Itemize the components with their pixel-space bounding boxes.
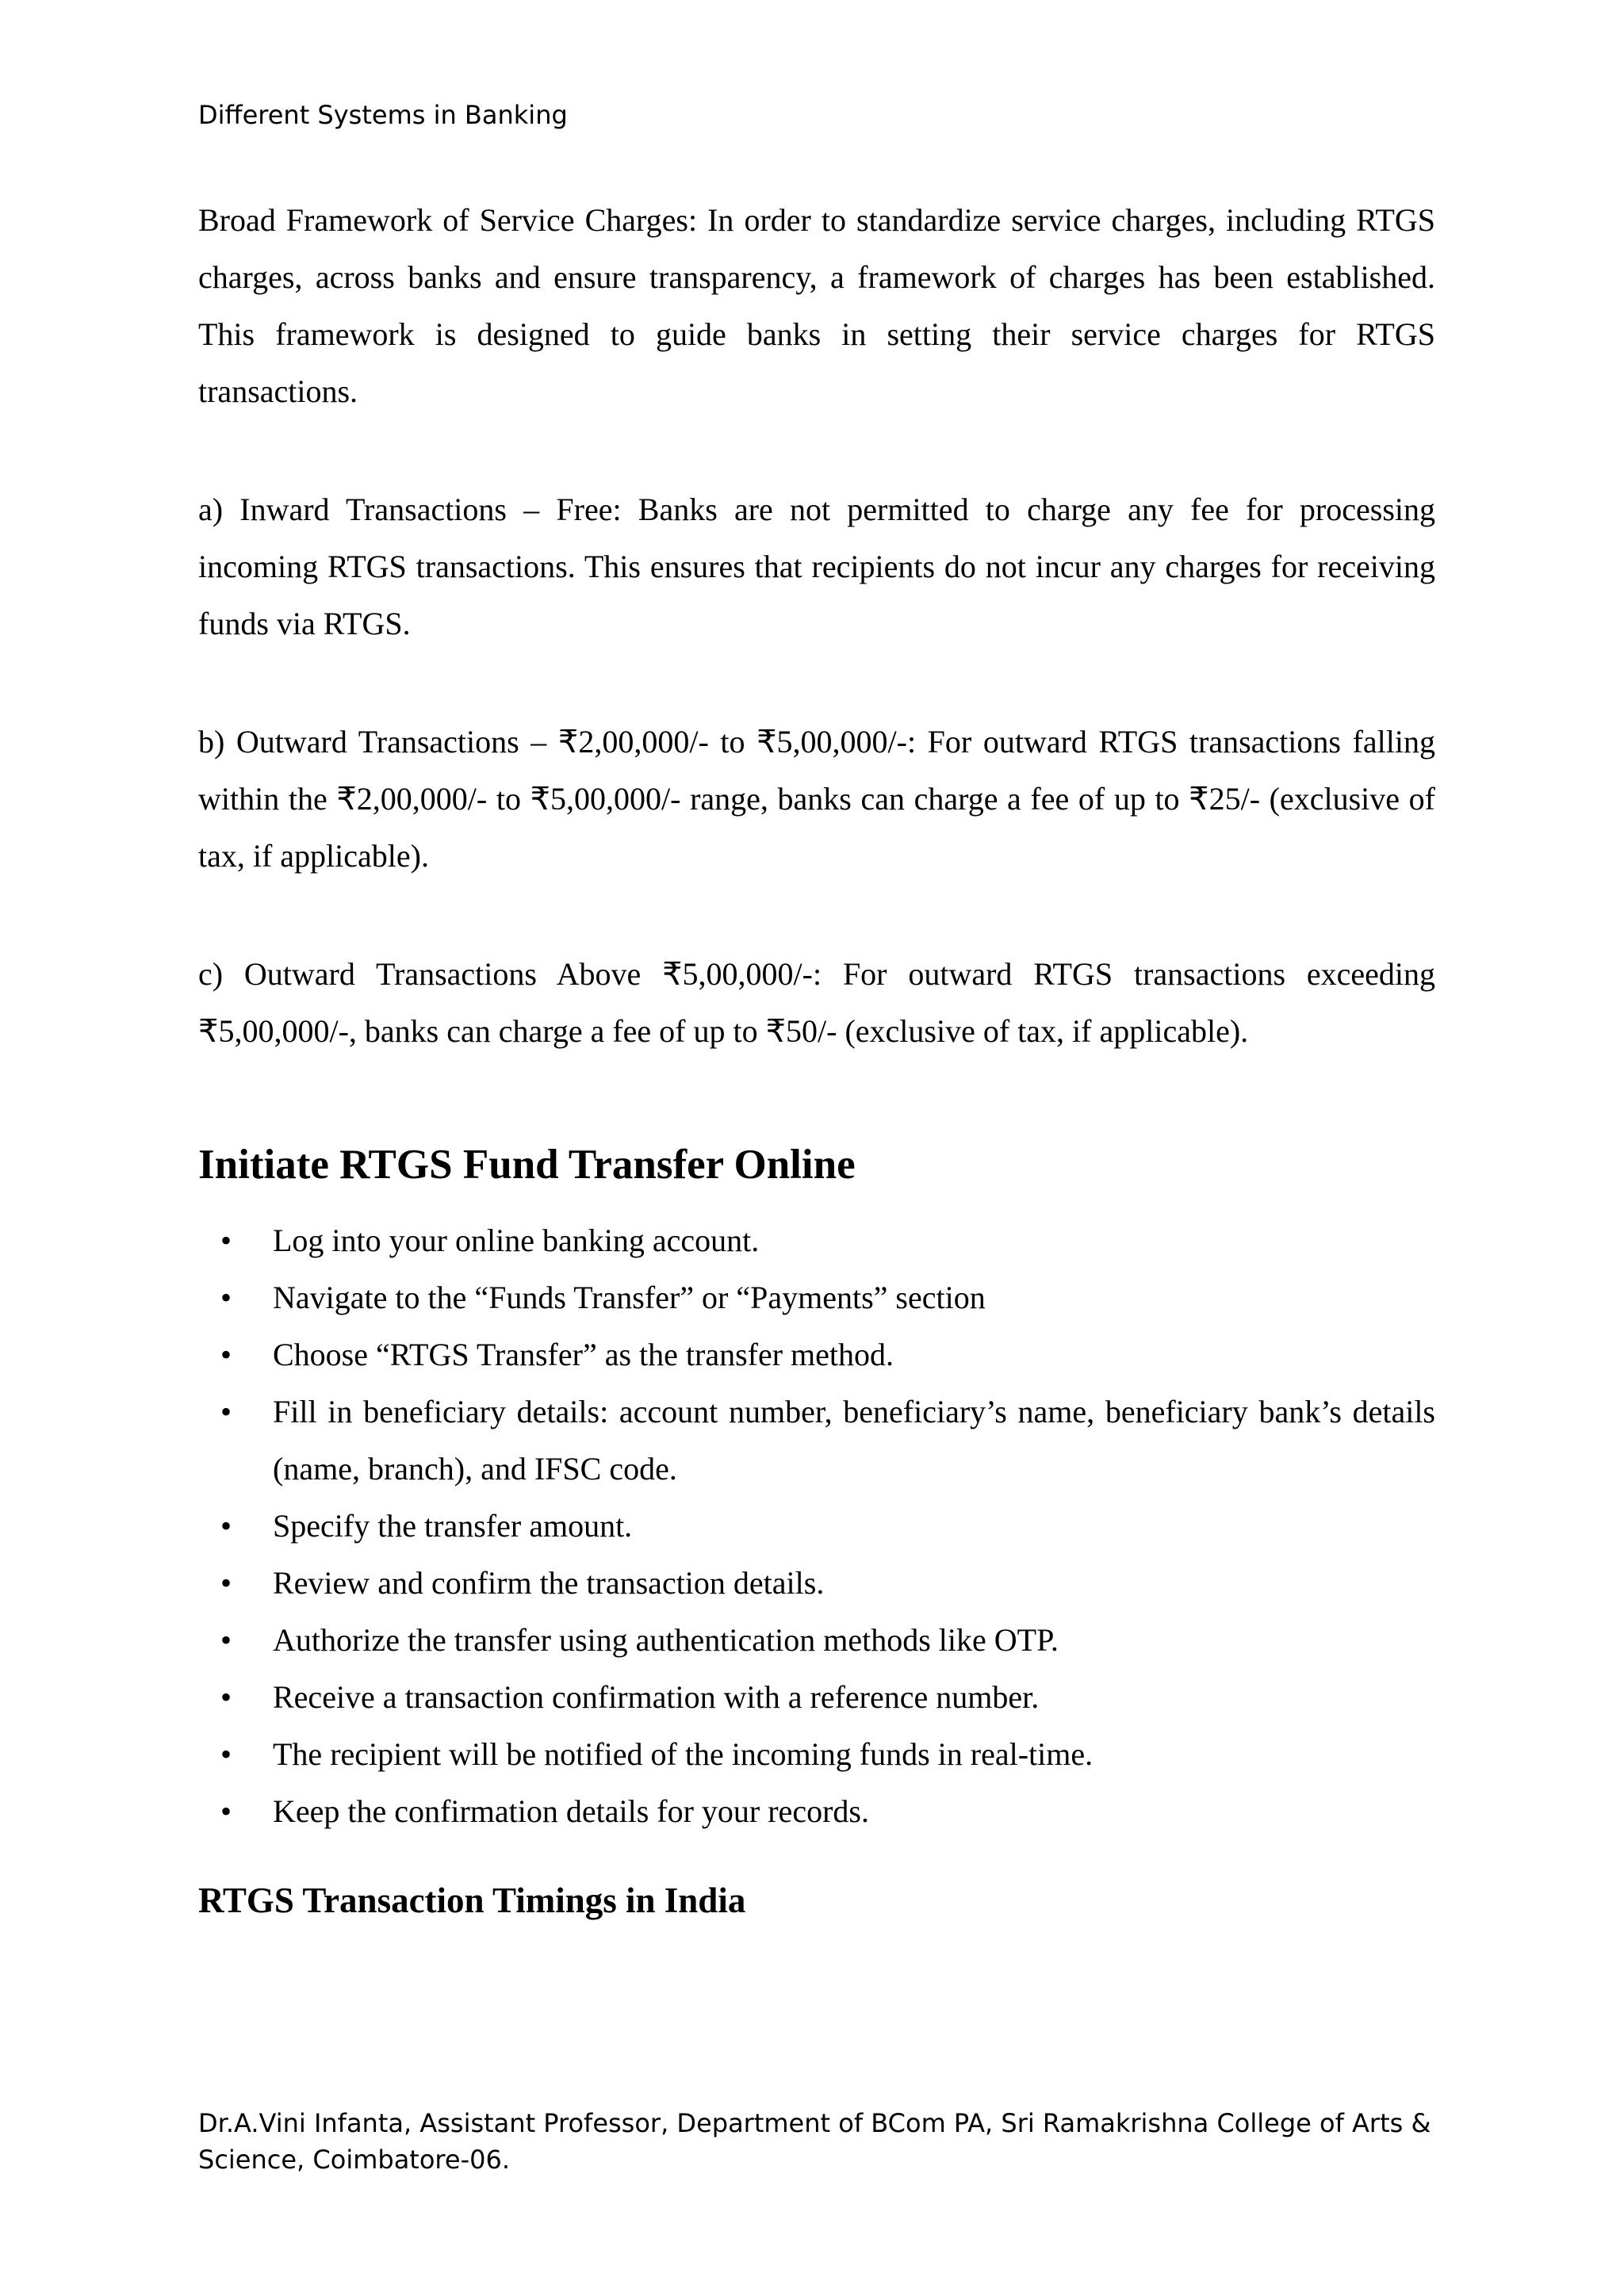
list-item <box>198 1555 1435 1612</box>
steps-list <box>198 1212 1435 1840</box>
paragraph-outward-transactions-range: b) Outward Transactions – ₹2,00,000/- to ₹5,00,000/-: For outward RTGS transactions falling within the ₹2,00,000/- to ₹5,00,000/- range, banks can charge a fee of up to ₹25/- (exclusive of tax, if applicable). <box>198 724 1435 874</box>
list-item <box>198 1383 1435 1498</box>
page-content <box>198 192 1435 1929</box>
list-item <box>198 1269 1435 1326</box>
bullet-icon: • <box>220 1679 232 1715</box>
list-item-text: Review and confirm the transaction details. <box>273 1565 825 1601</box>
list-item-text: Choose “RTGS Transfer” as the transfer method. <box>273 1337 894 1372</box>
bullet-icon: • <box>220 1280 232 1315</box>
list-item-text: Log into your online banking account. <box>273 1223 760 1258</box>
paragraph-inward-transactions: a) Inward Transactions – Free: Banks are not permitted to charge any fee for processing incoming RTGS transactions. This ensures that recipients do not incur any charges for receiving funds via RTGS. <box>198 492 1435 641</box>
list-item-text: Authorize the transfer using authentication methods like OTP. <box>273 1622 1059 1658</box>
paragraph-service-charges-framework: Broad Framework of Service Charges: In order to standardize service charges, including RTGS charges, across banks and ensure transparency, a framework of charges has been established. This framework is designed to guide banks in setting their service charges for RTGS transactions. <box>198 202 1435 409</box>
bullet-icon: • <box>220 1337 232 1372</box>
bullet-icon: • <box>220 1565 232 1601</box>
list-item-text: Navigate to the “Funds Transfer” or “Payments” section <box>273 1280 986 1315</box>
list-item-text: The recipient will be notified of the incoming funds in real-time. <box>273 1736 1094 1772</box>
subsection-heading: RTGS Transaction Timings in India <box>198 1881 746 1920</box>
list-item-text: Keep the confirmation details for your records. <box>273 1793 869 1829</box>
bullet-icon: • <box>220 1394 232 1429</box>
page-footer: Dr.A.Vini Infanta, Assistant Professor, Department of BCom PA, Sri Ramakrishna College of Arts & Science, Coimbatore-06. <box>198 2108 1431 2175</box>
list-item-text: Receive a transaction confirmation with a reference number. <box>273 1679 1040 1715</box>
list-item <box>198 1326 1435 1383</box>
list-item <box>198 1783 1435 1840</box>
bullet-icon: • <box>220 1622 232 1658</box>
list-item <box>198 1669 1435 1726</box>
paragraph-outward-transactions-above: c) Outward Transactions Above ₹5,00,000/-: For outward RTGS transactions exceeding ₹5,00,000/-, banks can charge a fee of up to ₹50/- (exclusive of tax, if applicable). <box>198 956 1435 1049</box>
section-heading: Initiate RTGS Fund Transfer Online <box>198 1142 856 1188</box>
bullet-icon: • <box>220 1736 232 1772</box>
list-item-text: Specify the transfer amount. <box>273 1508 633 1544</box>
page-header: Different Systems in Banking <box>198 100 568 130</box>
bullet-icon: • <box>220 1508 232 1544</box>
bullet-icon: • <box>220 1223 232 1258</box>
list-item <box>198 1612 1435 1669</box>
list-item <box>198 1726 1435 1783</box>
list-item <box>198 1498 1435 1555</box>
list-item-text: Fill in beneficiary details: account number, beneficiary’s name, beneficiary bank’s details (name, branch), and IFSC code. <box>273 1394 1435 1487</box>
bullet-icon: • <box>220 1793 232 1829</box>
list-item <box>198 1212 1435 1269</box>
